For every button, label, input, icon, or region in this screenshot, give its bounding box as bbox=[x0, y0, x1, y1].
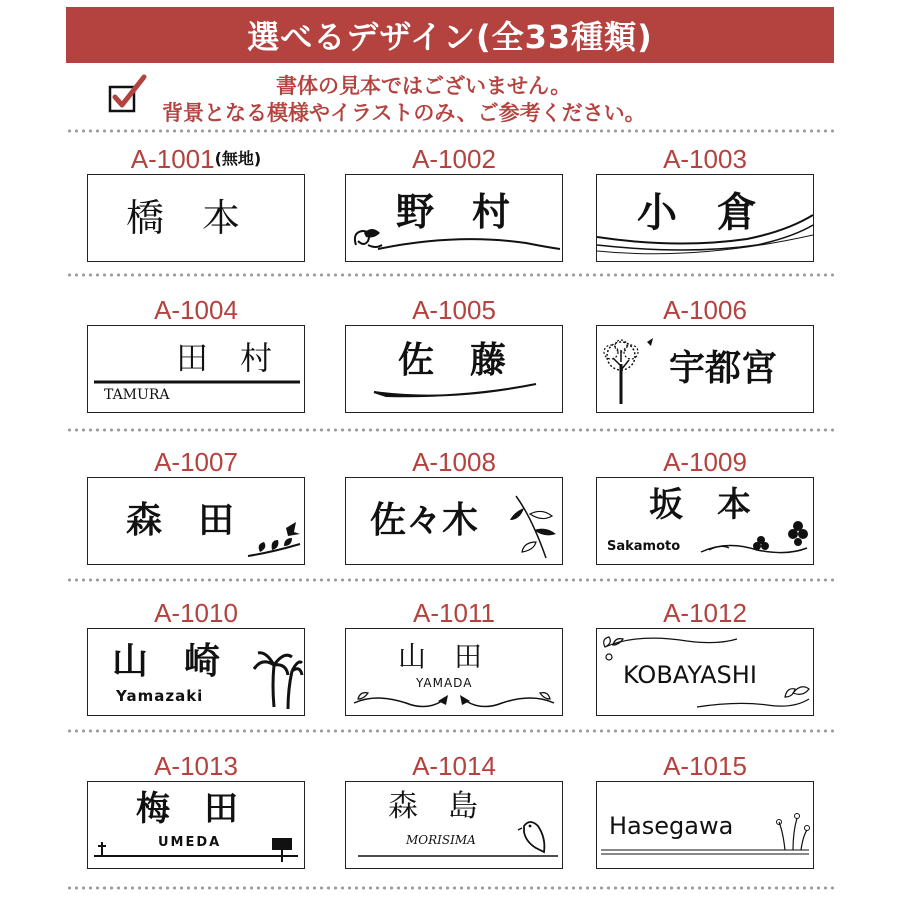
design-item-a1007[interactable] bbox=[87, 447, 305, 577]
nameplate-name: 森 田 bbox=[126, 499, 235, 541]
design-code: A-1005 bbox=[412, 295, 496, 325]
design-item-a1001[interactable] bbox=[87, 144, 305, 274]
design-item-a1015[interactable] bbox=[596, 751, 814, 881]
nameplate-preview[interactable] bbox=[87, 325, 305, 413]
nameplate-name: 宇都宮 bbox=[669, 347, 778, 389]
nameplate-preview[interactable] bbox=[87, 781, 305, 869]
notice-line-1: 書体の見本ではございません。 bbox=[276, 74, 572, 98]
design-code: A-1008 bbox=[412, 447, 496, 477]
clover-vine-icon bbox=[597, 478, 813, 564]
ground-sign-icon bbox=[88, 782, 304, 868]
design-item-a1006[interactable] bbox=[596, 295, 814, 425]
nameplate-preview[interactable] bbox=[87, 174, 305, 262]
nameplate-preview[interactable] bbox=[87, 628, 305, 716]
design-code: A-1006 bbox=[663, 295, 747, 325]
design-item-a1013[interactable] bbox=[87, 751, 305, 881]
design-item-a1010[interactable] bbox=[87, 598, 305, 728]
nameplate-romaji: YAMADA bbox=[416, 676, 473, 690]
design-code: A-1015 bbox=[663, 751, 747, 781]
nameplate-name: 小 倉 bbox=[637, 189, 757, 236]
page-title: 選べるデザイン(全33種類) bbox=[247, 18, 653, 56]
notice-line-2: 背景となる模様やイラストのみ、ご参考ください。 bbox=[162, 101, 646, 125]
nameplate-romaji: Sakamoto bbox=[607, 539, 681, 554]
dotted-divider bbox=[66, 129, 834, 133]
leafy-branch-icon bbox=[346, 478, 562, 564]
plain-note: (無地) bbox=[214, 149, 262, 168]
nameplate-name: 梅 田 bbox=[136, 789, 238, 829]
dotted-divider bbox=[66, 729, 834, 733]
nameplate-romaji: MORISIMA bbox=[406, 833, 476, 847]
nameplate-name: 坂 本 bbox=[649, 485, 751, 525]
design-code: A-1014 bbox=[412, 751, 496, 781]
nameplate-preview[interactable] bbox=[345, 781, 563, 869]
nameplate-preview[interactable] bbox=[596, 628, 814, 716]
design-code: A-1010 bbox=[154, 598, 238, 628]
notice bbox=[108, 67, 828, 127]
palm-tree-icon bbox=[88, 629, 304, 715]
dotted-divider bbox=[66, 886, 834, 890]
grass-line-icon bbox=[597, 782, 813, 868]
swoosh-lines-icon bbox=[597, 175, 813, 261]
design-item-a1002[interactable] bbox=[345, 144, 563, 274]
design-item-a1011[interactable] bbox=[345, 598, 563, 728]
design-item-a1003[interactable] bbox=[596, 144, 814, 274]
design-item-a1009[interactable] bbox=[596, 447, 814, 577]
nameplate-name: 佐々木 bbox=[370, 499, 479, 541]
design-item-a1014[interactable] bbox=[345, 751, 563, 881]
nameplate-preview[interactable] bbox=[87, 477, 305, 565]
bird-on-wire-icon bbox=[346, 782, 562, 868]
nameplate-preview[interactable] bbox=[596, 325, 814, 413]
nameplate-preview[interactable] bbox=[596, 781, 814, 869]
design-item-a1005[interactable] bbox=[345, 295, 563, 425]
design-code: A-1009 bbox=[663, 447, 747, 477]
nameplate-name: 山 田 bbox=[398, 640, 483, 673]
header-banner bbox=[66, 7, 834, 63]
design-code: A-1007 bbox=[154, 447, 238, 477]
nameplate-preview[interactable] bbox=[596, 477, 814, 565]
design-code: A-1002 bbox=[412, 144, 496, 174]
dotted-divider bbox=[66, 578, 834, 582]
nameplate-romaji: TAMURA bbox=[104, 387, 170, 403]
nameplate-name: 佐 藤 bbox=[398, 339, 507, 381]
design-code: A-1004 bbox=[154, 295, 238, 325]
nameplate-preview[interactable] bbox=[345, 477, 563, 565]
brush-stroke-icon bbox=[346, 326, 562, 412]
nameplate-name: 野 村 bbox=[396, 189, 511, 234]
dotted-divider bbox=[66, 428, 834, 432]
design-code: A-1001(無地) bbox=[130, 144, 262, 174]
nameplate-name: Hasegawa bbox=[609, 812, 734, 840]
checkbox-checked-icon bbox=[108, 73, 148, 117]
nameplate-romaji: UMEDA bbox=[158, 835, 222, 850]
design-item-a1004[interactable] bbox=[87, 295, 305, 425]
nameplate-name: 田 村 bbox=[176, 339, 273, 377]
design-item-a1012[interactable] bbox=[596, 598, 814, 728]
nameplate-name: KOBAYASHI bbox=[623, 661, 757, 689]
nameplate-name: 森 島 bbox=[388, 789, 478, 824]
nameplate-romaji: Yamazaki bbox=[116, 687, 204, 705]
design-item-a1008[interactable] bbox=[345, 447, 563, 577]
scroll-flourish-icon bbox=[346, 175, 562, 261]
nameplate-preview[interactable] bbox=[596, 174, 814, 262]
bird-flourish-icon bbox=[346, 629, 562, 715]
nameplate-preview[interactable] bbox=[345, 628, 563, 716]
nameplate-name: 橋 本 bbox=[126, 196, 241, 240]
nameplate-preview[interactable] bbox=[345, 174, 563, 262]
nameplate-preview[interactable] bbox=[345, 325, 563, 413]
leaf-vine-icon bbox=[597, 629, 813, 715]
design-code: A-1012 bbox=[663, 598, 747, 628]
bird-branch-icon bbox=[88, 478, 304, 564]
design-code: A-1013 bbox=[154, 751, 238, 781]
nameplate-name: 山 崎 bbox=[112, 640, 221, 682]
design-code: A-1003 bbox=[663, 144, 747, 174]
design-code: A-1011 bbox=[413, 598, 495, 628]
